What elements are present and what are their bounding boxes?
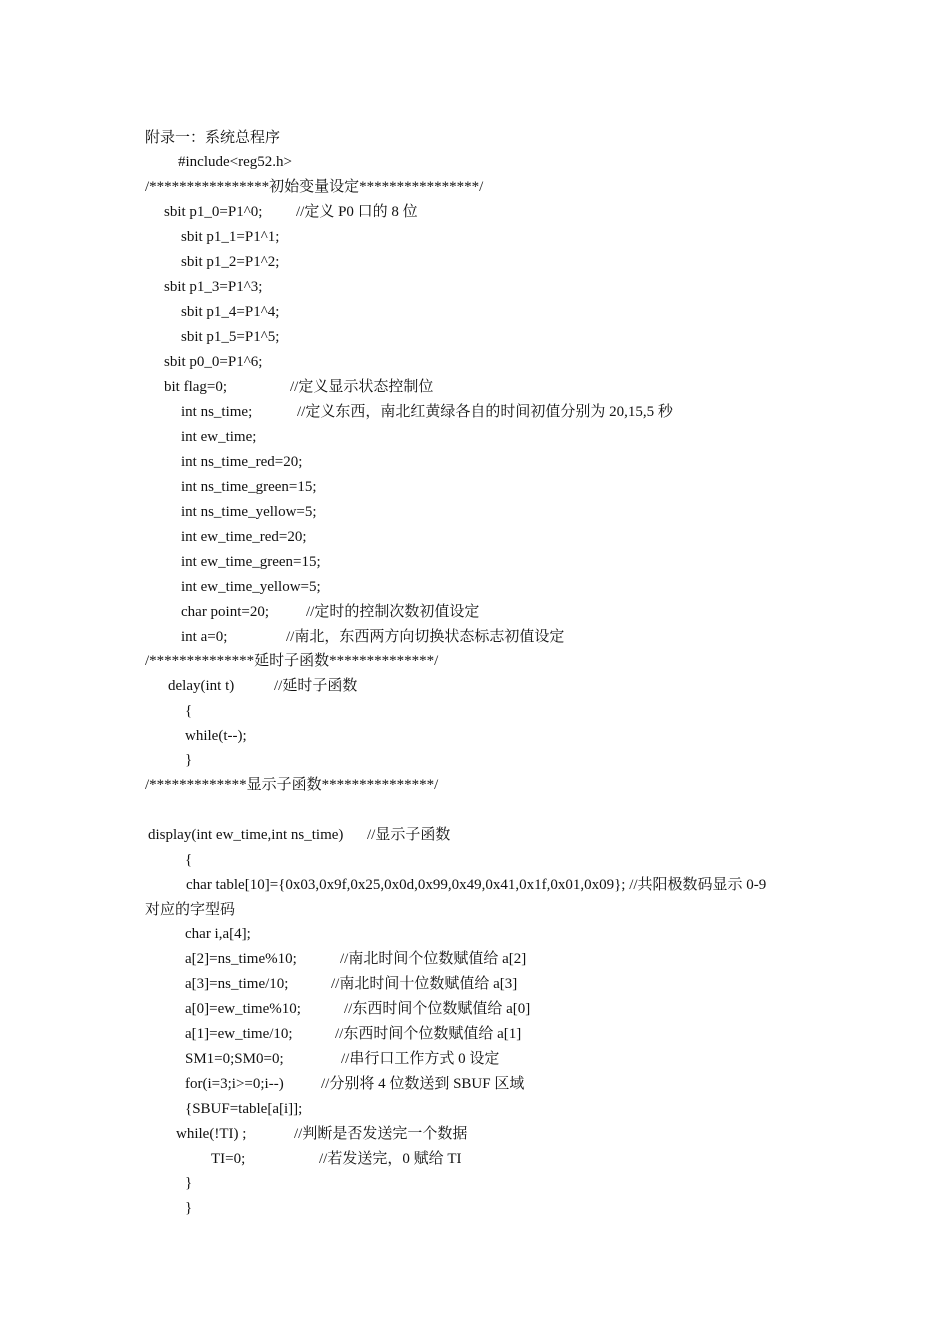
- code-comment: //南北，东西两方向切换状态标志初值设定: [286, 629, 565, 645]
- code-line: int ew_time_green=15;: [181, 554, 321, 570]
- code-line: a[0]=ew_time%10; //东西时间个位数赋值给 a[0]: [185, 1001, 531, 1017]
- code-line: sbit p1_3=P1^3;: [164, 279, 263, 295]
- code-line: int ew_time_red=20;: [181, 529, 307, 545]
- code-line-delay-signature: delay(int t) //延时子函数: [168, 678, 358, 694]
- code-line: while(!TI) ; //判断是否发送完一个数据: [176, 1126, 468, 1142]
- code-line: SM1=0;SM0=0; //串行口工作方式 0 设定: [185, 1051, 500, 1067]
- code-line: sbit p1_2=P1^2;: [181, 254, 280, 270]
- code-line: sbit p1_0=P1^0; //定义 P0 口的 8 位: [164, 204, 418, 220]
- code-line: {SBUF=table[a[i]];: [185, 1101, 303, 1117]
- code-line: char i,a[4];: [185, 926, 251, 942]
- code-line: TI=0; //若发送完，0 赋给 TI: [211, 1151, 462, 1167]
- code-comment: //东西时间个位数赋值给 a[1]: [335, 1026, 522, 1042]
- code-comment: //判断是否发送完一个数据: [294, 1126, 468, 1142]
- code-line-display-signature: display(int ew_time,int ns_time) //显示子函数: [148, 827, 451, 843]
- code-line-table-wrap: 对应的字型码: [145, 902, 236, 918]
- code-comment: //东西时间个位数赋值给 a[0]: [344, 1001, 531, 1017]
- code-line: int ns_time; //定义东西，南北红黄绿各自的时间初值分别为 20,15,5 秒: [181, 404, 673, 420]
- code-line: sbit p0_0=P1^6;: [164, 354, 263, 370]
- appendix-heading: 附录一：系统总程序: [145, 130, 281, 146]
- code-comment: //串行口工作方式 0 设定: [341, 1051, 500, 1067]
- code-comment: //南北时间个位数赋值给 a[2]: [340, 951, 527, 967]
- code-line: int ew_time_yellow=5;: [181, 579, 321, 595]
- code-line: while(t--);: [185, 728, 247, 744]
- section-comment-delay: /**************延时子函数**************/: [145, 653, 439, 669]
- code-line: a[2]=ns_time%10; //南北时间个位数赋值给 a[2]: [185, 951, 527, 967]
- code-line-table: char table[10]={0x03,0x9f,0x25,0x0d,0x99,0x49,0x41,0x1f,0x01,0x09}; //共阳极数码显示 0-9: [186, 877, 767, 893]
- code-line: }: [185, 1175, 193, 1191]
- code-line: int ns_time_red=20;: [181, 454, 303, 470]
- code-line: sbit p1_4=P1^4;: [181, 304, 280, 320]
- code-comment: //定义 P0 口的 8 位: [296, 204, 418, 220]
- code-comment: //若发送完，0 赋给 TI: [319, 1151, 462, 1167]
- code-line: int ns_time_yellow=5;: [181, 504, 317, 520]
- code-line: }: [185, 752, 193, 768]
- section-comment-init-vars: /****************初始变量设定****************/: [145, 179, 484, 195]
- code-comment: //显示子函数: [367, 827, 451, 843]
- code-line: {: [185, 703, 193, 719]
- code-line: a[1]=ew_time/10; //东西时间个位数赋值给 a[1]: [185, 1026, 522, 1042]
- code-line-include: #include<reg52.h>: [178, 154, 292, 170]
- code-line: sbit p1_5=P1^5;: [181, 329, 280, 345]
- code-line: for(i=3;i>=0;i--) //分别将 4 位数送到 SBUF 区域: [185, 1076, 525, 1092]
- section-comment-display: /*************显示子函数***************/: [145, 777, 439, 793]
- code-line: }: [185, 1200, 193, 1216]
- code-comment: //延时子函数: [274, 678, 358, 694]
- code-line: int a=0; //南北，东西两方向切换状态标志初值设定: [181, 629, 565, 645]
- code-comment: //定时的控制次数初值设定: [306, 604, 480, 620]
- code-comment: //分别将 4 位数送到 SBUF 区域: [321, 1076, 525, 1092]
- code-comment: //南北时间十位数赋值给 a[3]: [331, 976, 518, 992]
- code-line: int ew_time;: [181, 429, 257, 445]
- code-line: int ns_time_green=15;: [181, 479, 317, 495]
- code-line: sbit p1_1=P1^1;: [181, 229, 280, 245]
- code-line: bit flag=0; //定义显示状态控制位: [164, 379, 434, 395]
- code-line: a[3]=ns_time/10; //南北时间十位数赋值给 a[3]: [185, 976, 518, 992]
- code-line: {: [185, 852, 193, 868]
- code-comment: //定义东西，南北红黄绿各自的时间初值分别为 20,15,5 秒: [297, 404, 673, 420]
- code-line: char point=20; //定时的控制次数初值设定: [181, 604, 480, 620]
- code-comment: //定义显示状态控制位: [290, 379, 434, 395]
